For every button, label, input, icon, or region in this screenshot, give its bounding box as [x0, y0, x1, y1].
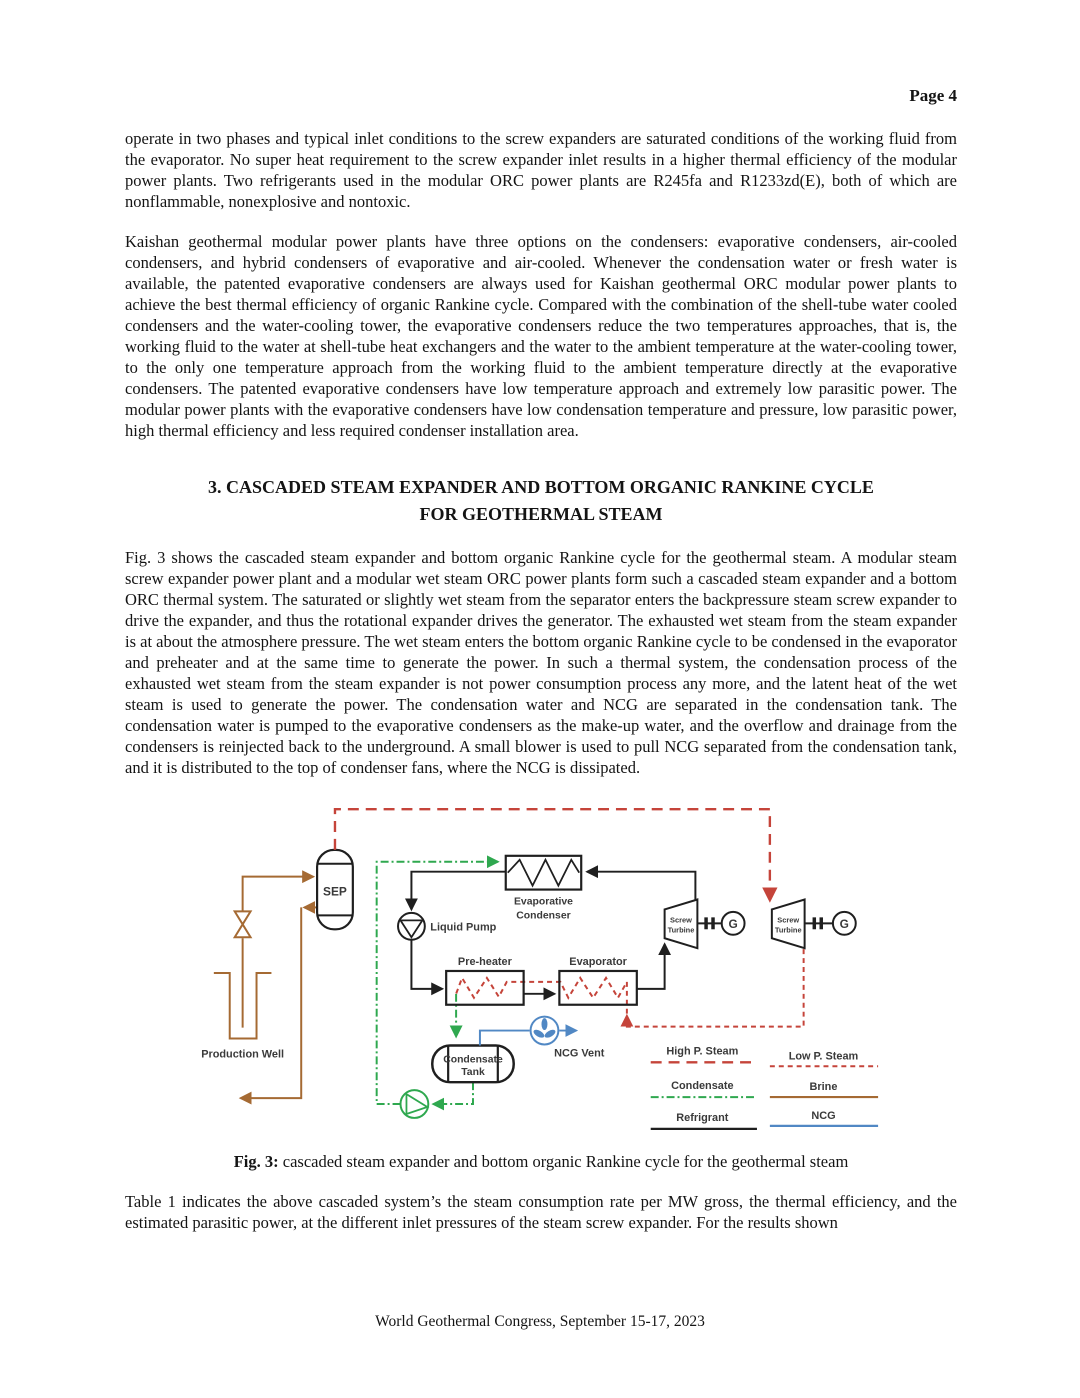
- generator-label: G: [728, 916, 738, 931]
- evaporator-label: Evaporator: [569, 956, 627, 969]
- legend-refrigrant: Refrigrant: [676, 1111, 729, 1124]
- shaft-coupling-icon: [820, 917, 823, 929]
- legend-brine: Brine: [809, 1081, 838, 1094]
- figure-caption-text: cascaded steam expander and bottom organic Rankine cycle for the geothermal steam: [278, 1152, 849, 1171]
- legend-condensate: Condensate: [671, 1080, 734, 1093]
- evaporative-condenser-label-line2: Condenser: [516, 910, 571, 922]
- orc-screw-turbine: [665, 899, 745, 948]
- figure-caption: [125, 1151, 957, 1172]
- condensate-tank: [432, 1045, 513, 1082]
- paragraph-condensers: Kaishan geothermal modular power plants have three options on the condensers: evaporative condensers, air-cooled condensers, and hybrid condensers of evaporative and air-cooled. Whenever the condensation water or fresh water is available, the patented evaporative condensers are always used for Kaishan geothermal ORC modular power plants to achieve the best thermal efficiency of organic Rankine cycle. Compared with the combination of the shell-tube water cooled condensers and the water-cooling tower, the evaporative condensers reduce the two temperatures approaches, that is, the working fluid to the water at shell-tube heat exchangers and the water to the ambient temperature at the water-cooling tower, to the only one temperature approach from the working fluid to the ambient temperature directly at the evaporative condensers. The patented evaporative condensers have low temperature approach and extremely low parasitic power. The modular power plants with the evaporative condensers have low condensation temperature and pressure, low parasitic power, high thermal efficiency and less required condenser installation area.: [125, 232, 957, 440]
- preheater-box: [446, 971, 523, 1005]
- paragraph-cascaded-system: Fig. 3 shows the cascaded steam expander and bottom organic Rankine cycle for the geothermal steam. A modular steam screw expander power plant and a modular wet steam ORC power plants form such a cascaded steam expander and a bottom ORC thermal system. The saturated or slightly wet steam from the separator enters the backpressure steam screw expander to drive the expander, and thus the rotational expander drives the generator. The exhausted wet steam from the steam expander is at about the atmosphere pressure. The wet steam enters the bottom organic Rankine cycle to be condensed in the evaporator and preheater and at the same time to generate the power. In such a thermal system, the condensation process of the exhausted wet steam from the steam expander is not power consumption process any more, and the latent heat of the wet steam is used to generate the power. The condensation water and NCG are separated in the condensation tank. The condensation water is pumped to the evaporative condensers as the make-up water, and the overflow and drainage from the condensers is reinjected back to the underground. A small blower is used to pull NCG separated from the condensation tank, and it is distributed to the top of condenser fans, where the NCG is dissipated.: [125, 548, 957, 777]
- tank-to-pump-line: [433, 1082, 473, 1104]
- liquid-pump-icon: [398, 913, 425, 940]
- diagram-legend: [651, 1045, 878, 1128]
- generator-label: G: [839, 916, 849, 931]
- evaporative-condenser-label-line1: Evaporative: [513, 896, 573, 908]
- evaporative-condenser: [506, 856, 581, 890]
- process-flow-diagram: [191, 796, 891, 1141]
- legend-low-p-steam: Low P. Steam: [788, 1050, 859, 1063]
- separator-label: SEP: [323, 884, 347, 899]
- page-number: Page 4: [909, 86, 957, 105]
- separator-vessel: [317, 850, 353, 929]
- liquid-pump-label: Liquid Pump: [430, 921, 497, 934]
- section-heading: [125, 474, 957, 528]
- shaft-coupling-icon: [704, 917, 707, 929]
- legend-ncg: NCG: [811, 1109, 836, 1122]
- ncg-piping: [480, 1031, 576, 1046]
- pump-to-preheater-line: [411, 939, 442, 989]
- ncg-blower-fan-icon: [531, 1017, 559, 1045]
- legend-high-p-steam: High P. Steam: [666, 1045, 739, 1058]
- steam-turbine-label-line1: Screw: [777, 915, 800, 925]
- steam-screw-turbine: [772, 899, 856, 948]
- orc-turbine-label-line1: Screw: [670, 915, 692, 925]
- wellhead-valve-icon: [235, 911, 251, 924]
- brine-piping: [214, 877, 317, 1098]
- condensate-pump-icon: [401, 1090, 429, 1118]
- tank-to-blower-line: [480, 1031, 530, 1046]
- paragraph-table1: Table 1 indicates the above cascaded system’s the steam consumption rate per MW gross, the thermal efficiency, and the estimated parasitic power, at the different inlet pressures of the steam screw expander. For the results shown: [125, 1192, 957, 1232]
- shaft-coupling-icon: [813, 917, 816, 929]
- page-footer: World Geothermal Congress, September 15-17, 2023: [375, 1313, 705, 1330]
- turbine-to-condenser-line: [587, 872, 695, 900]
- evaporator-box: [559, 971, 636, 1005]
- well-to-separator-pipe: [243, 877, 313, 912]
- figure-3: [125, 796, 957, 1141]
- condensate-tank-label-line1: Condensate: [443, 1054, 503, 1066]
- evaporator-to-turbine-line: [637, 944, 665, 989]
- orc-turbine-label-line2: Turbine: [667, 925, 695, 935]
- section-heading-line2: FOR GEOTHERMAL STEAM: [419, 504, 663, 524]
- wellhead-valve-icon: [235, 924, 251, 937]
- paragraph-intro: operate in two phases and typical inlet conditions to the screw expanders are saturated conditions of the working fluid from the evaporator. No super heat requirement to the screw expander inlet results in a higher thermal efficiency of the modular power plants. Two refrigerants used in the modular ORC power plants are R245fa and R1233zd(E), both of which are nonflammable, nonexplosive and nontoxic.: [125, 129, 957, 211]
- steam-condensing-coil: [456, 978, 627, 1014]
- condenser-to-pump-line: [411, 872, 505, 910]
- ncg-vent-label: NCG Vent: [554, 1047, 605, 1060]
- condensate-tank-label-line2: Tank: [461, 1067, 485, 1079]
- section-heading-line1: 3. CASCADED STEAM EXPANDER AND BOTTOM ORGANIC RANKINE CYCLE: [208, 477, 874, 497]
- production-well-label: Production Well: [201, 1048, 285, 1061]
- preheater-label: Pre-heater: [457, 956, 512, 969]
- steam-turbine-label-line2: Turbine: [774, 925, 802, 935]
- figure-caption-label: Fig. 3:: [233, 1152, 279, 1171]
- shaft-coupling-icon: [711, 917, 714, 929]
